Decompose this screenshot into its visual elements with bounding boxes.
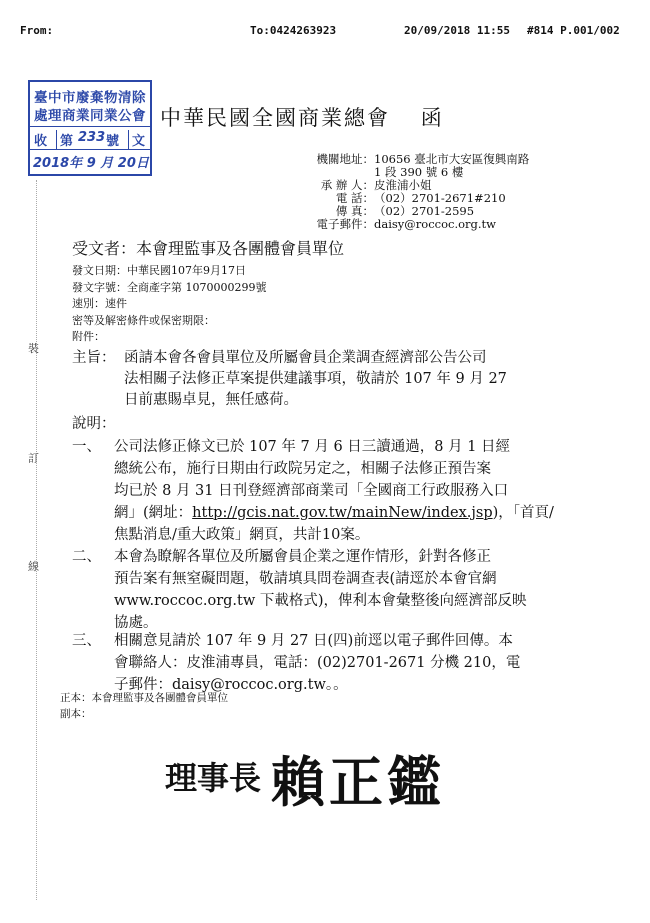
letterhead — [160, 102, 444, 132]
explanation-label: 說明： — [72, 416, 116, 432]
gcis-link[interactable]: http://gcis.nat.gov.tw/mainNew/index.jsp — [192, 505, 493, 521]
explanation-item — [72, 546, 582, 638]
contact-block — [312, 153, 529, 231]
stamp-receipt-row — [30, 126, 150, 150]
meta-line: 附件： — [72, 330, 105, 343]
contact-line: 1 段 390 號 6 樓 — [374, 165, 464, 179]
stamp-line-1: 臺中市廢棄物清除 — [34, 90, 146, 106]
binding-mark: 訂 — [28, 452, 39, 465]
explanation-item — [72, 436, 582, 543]
stamp-date: 2018年 9 月 20日 — [33, 156, 149, 171]
stamp-receipt-label: 第 — [56, 130, 73, 149]
org-name: 中華民國全國商業總會 — [160, 106, 390, 130]
stamp-receipt-prefix: 收 — [34, 134, 48, 149]
recipient: 受文者：本會理監事及各團體會員單位 — [72, 239, 345, 258]
stamp-line-2: 處理商業同業公會 — [34, 108, 146, 124]
meta-line: 密等及解密條件或保密期限： — [72, 313, 215, 327]
item-text: 公司法修正條文已於 107 年 7 月 6 日三讀通過，8 月 1 日經 總統公布，施行日期由行政院另定之，相關子法修正預告案 均已於 8 月 31 日刊登經濟部商業司「全國商工行政服務入口 網」(網址：http://gcis.nat.gov.tw/mainNew/index.jsp)，「首頁/ 焦點消息/重大政策」網頁，共計10案。 — [114, 439, 554, 543]
doc-meta — [72, 263, 266, 346]
contact-line: 電 話：（02）2701-2671#210 — [335, 191, 506, 205]
meta-line: 發文字號：全商產字第 1070000299號 — [72, 280, 267, 294]
contact-line: 電子郵件：daisy@roccoc.org.tw — [316, 217, 497, 231]
stamp-receipt-number: 233 — [78, 130, 106, 145]
item-number: 一、 — [72, 439, 101, 455]
receipt-stamp — [28, 80, 152, 176]
subject-label: 主旨： — [72, 350, 116, 366]
signature — [165, 740, 445, 817]
contact-line: 承 辦 人：皮淮浦小姐 — [320, 178, 432, 192]
fax-page: #814 P.001/002 — [527, 24, 620, 37]
stamp-receipt-suffix1: 號 — [106, 134, 120, 149]
binding-mark: 裝 — [28, 342, 39, 355]
signature-name: 賴正鑑 — [271, 750, 446, 814]
signature-title: 理事長 — [165, 759, 262, 797]
binding-line — [36, 180, 37, 900]
item-text: 本會為瞭解各單位及所屬會員企業之運作情形，針對各修正 預告案有無窒礙問題，敬請填具問卷調查表(請逕於本會官網 www.roccoc.org.tw 下載格式)，俾利本會彙整後向經濟部反映 協處。 — [114, 549, 527, 631]
fax-datetime: 20/09/2018 11:55 — [404, 24, 510, 37]
stamp-receipt-suffix2: 文 — [128, 130, 145, 149]
meta-line: 發文日期：中華民國107年9月17日 — [72, 264, 246, 277]
contact-line: 機關地址：10656 臺北市大安區復興南路 — [316, 152, 530, 166]
doc-type: 函 — [420, 106, 444, 130]
subject-body: 函請本會各會員單位及所屬會員企業調查經濟部公告公司 法相關子法修正草案提供建議事項，敬請於 107 年 9 月 27 日前惠賜卓見，無任感荷。 — [124, 350, 507, 408]
fax-to: To:0424263923 — [250, 24, 337, 37]
fax-from: From: — [20, 24, 54, 37]
item-text: 相關意見請於 107 年 9 月 27 日(四)前逕以電子郵件回傳。本 會聯絡人：皮淮浦專員，電話：(02)2701-2671 分機 210，電 子郵件：daisy@roccoc.org.tw。。 — [114, 633, 521, 693]
contact-line: 傳 真：（02）2701-2595 — [335, 204, 475, 218]
cc-main: 正本：本會理監事及各團體會員單位 — [60, 692, 228, 704]
item-number: 二、 — [72, 549, 101, 565]
meta-line: 速別：速件 — [72, 297, 127, 310]
cc-copy: 副本： — [60, 708, 92, 720]
item-number: 三、 — [72, 633, 101, 649]
binding-mark: 線 — [28, 560, 39, 573]
